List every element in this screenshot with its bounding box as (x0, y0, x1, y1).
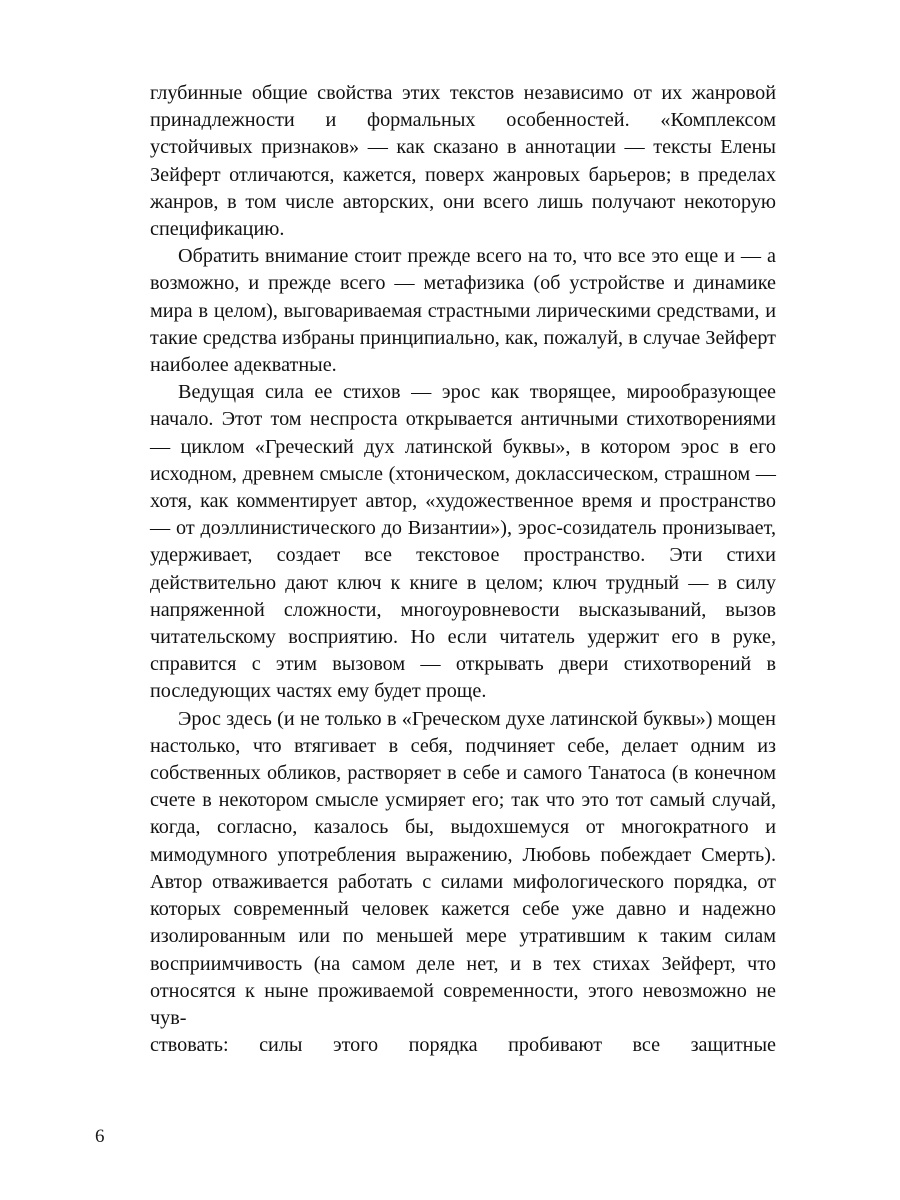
paragraph-4 (150, 706, 776, 1087)
paragraph-2: Обратить внимание стоит прежде всего на то, что все это еще и — а возможно, и прежде всего — метафизика (об устройстве и динамике мира в целом), выговариваемая страстными лирическими средствами, и такие средства избраны принципиально, как, пожалуй, в случае Зейферт наиболее адекватные. (150, 245, 776, 377)
paragraph-4-last-line: ствовать: силы этого порядка пробивают все защитные (150, 1034, 776, 1057)
body-text-block (150, 80, 776, 1087)
paragraph-4-main: Эрос здесь (и не только в «Греческом духе латинской буквы») мощен настолько, что втягивает в себя, подчиняет себе, делает одним из собственных обликов, растворяет в себе и самого Танатоса (в конечном счете в некотором смысле усмиряет его; так что это тот самый случай, когда, согласно, казалось бы, выдохшемуся от многократного и мимодумного употребления выражению, Любовь побеждает Смерть). Автор отваживается работать с силами мифологического порядка, от которых современный человек кажется себе уже давно и надежно изолированным или по меньшей мере утратившим к таким силам восприимчивость (на самом деле нет, и в тех стихах Зейферт, что относятся к ныне проживаемой современности, этого невозможно не чув (150, 707, 776, 1029)
paragraph-4-hyphen: - (179, 1006, 187, 1029)
paragraph-1: глубинные общие свойства этих текстов независимо от их жанровой принадлежности и формальных особенностей. «Комплексом устойчивых признаков» — как сказано в аннотации — тексты Елены Зейферт отличаются, кажется, поверх жанровых барьеров; в пределах жанров, в том числе авторских, они всего лишь получают некоторую спецификацию. (150, 82, 776, 241)
page-number: 6 (95, 1126, 105, 1147)
paragraph-3: Ведущая сила ее стихов — эрос как творящее, мирообразующее начало. Этот том неспроста открывается античными стихотворениями — циклом «Греческий дух латинской буквы», в котором эрос в его исходном, древнем смысле (хтоническом, доклассическом, страшном — хотя, как комментирует автор, «художественное время и пространство — от доэллинистического до Византии»), эрос-созидатель пронизывает, удерживает, создает все текстовое пространство. Эти стихи действительно дают ключ к книге в целом; ключ трудный — в силу напряженной сложности, многоуровневости высказываний, вызов читательскому восприятию. Но если читатель удержит его в руке, справится с этим вызовом — открывать двери стихотворений в последующих частях ему будет проще. (150, 381, 776, 703)
